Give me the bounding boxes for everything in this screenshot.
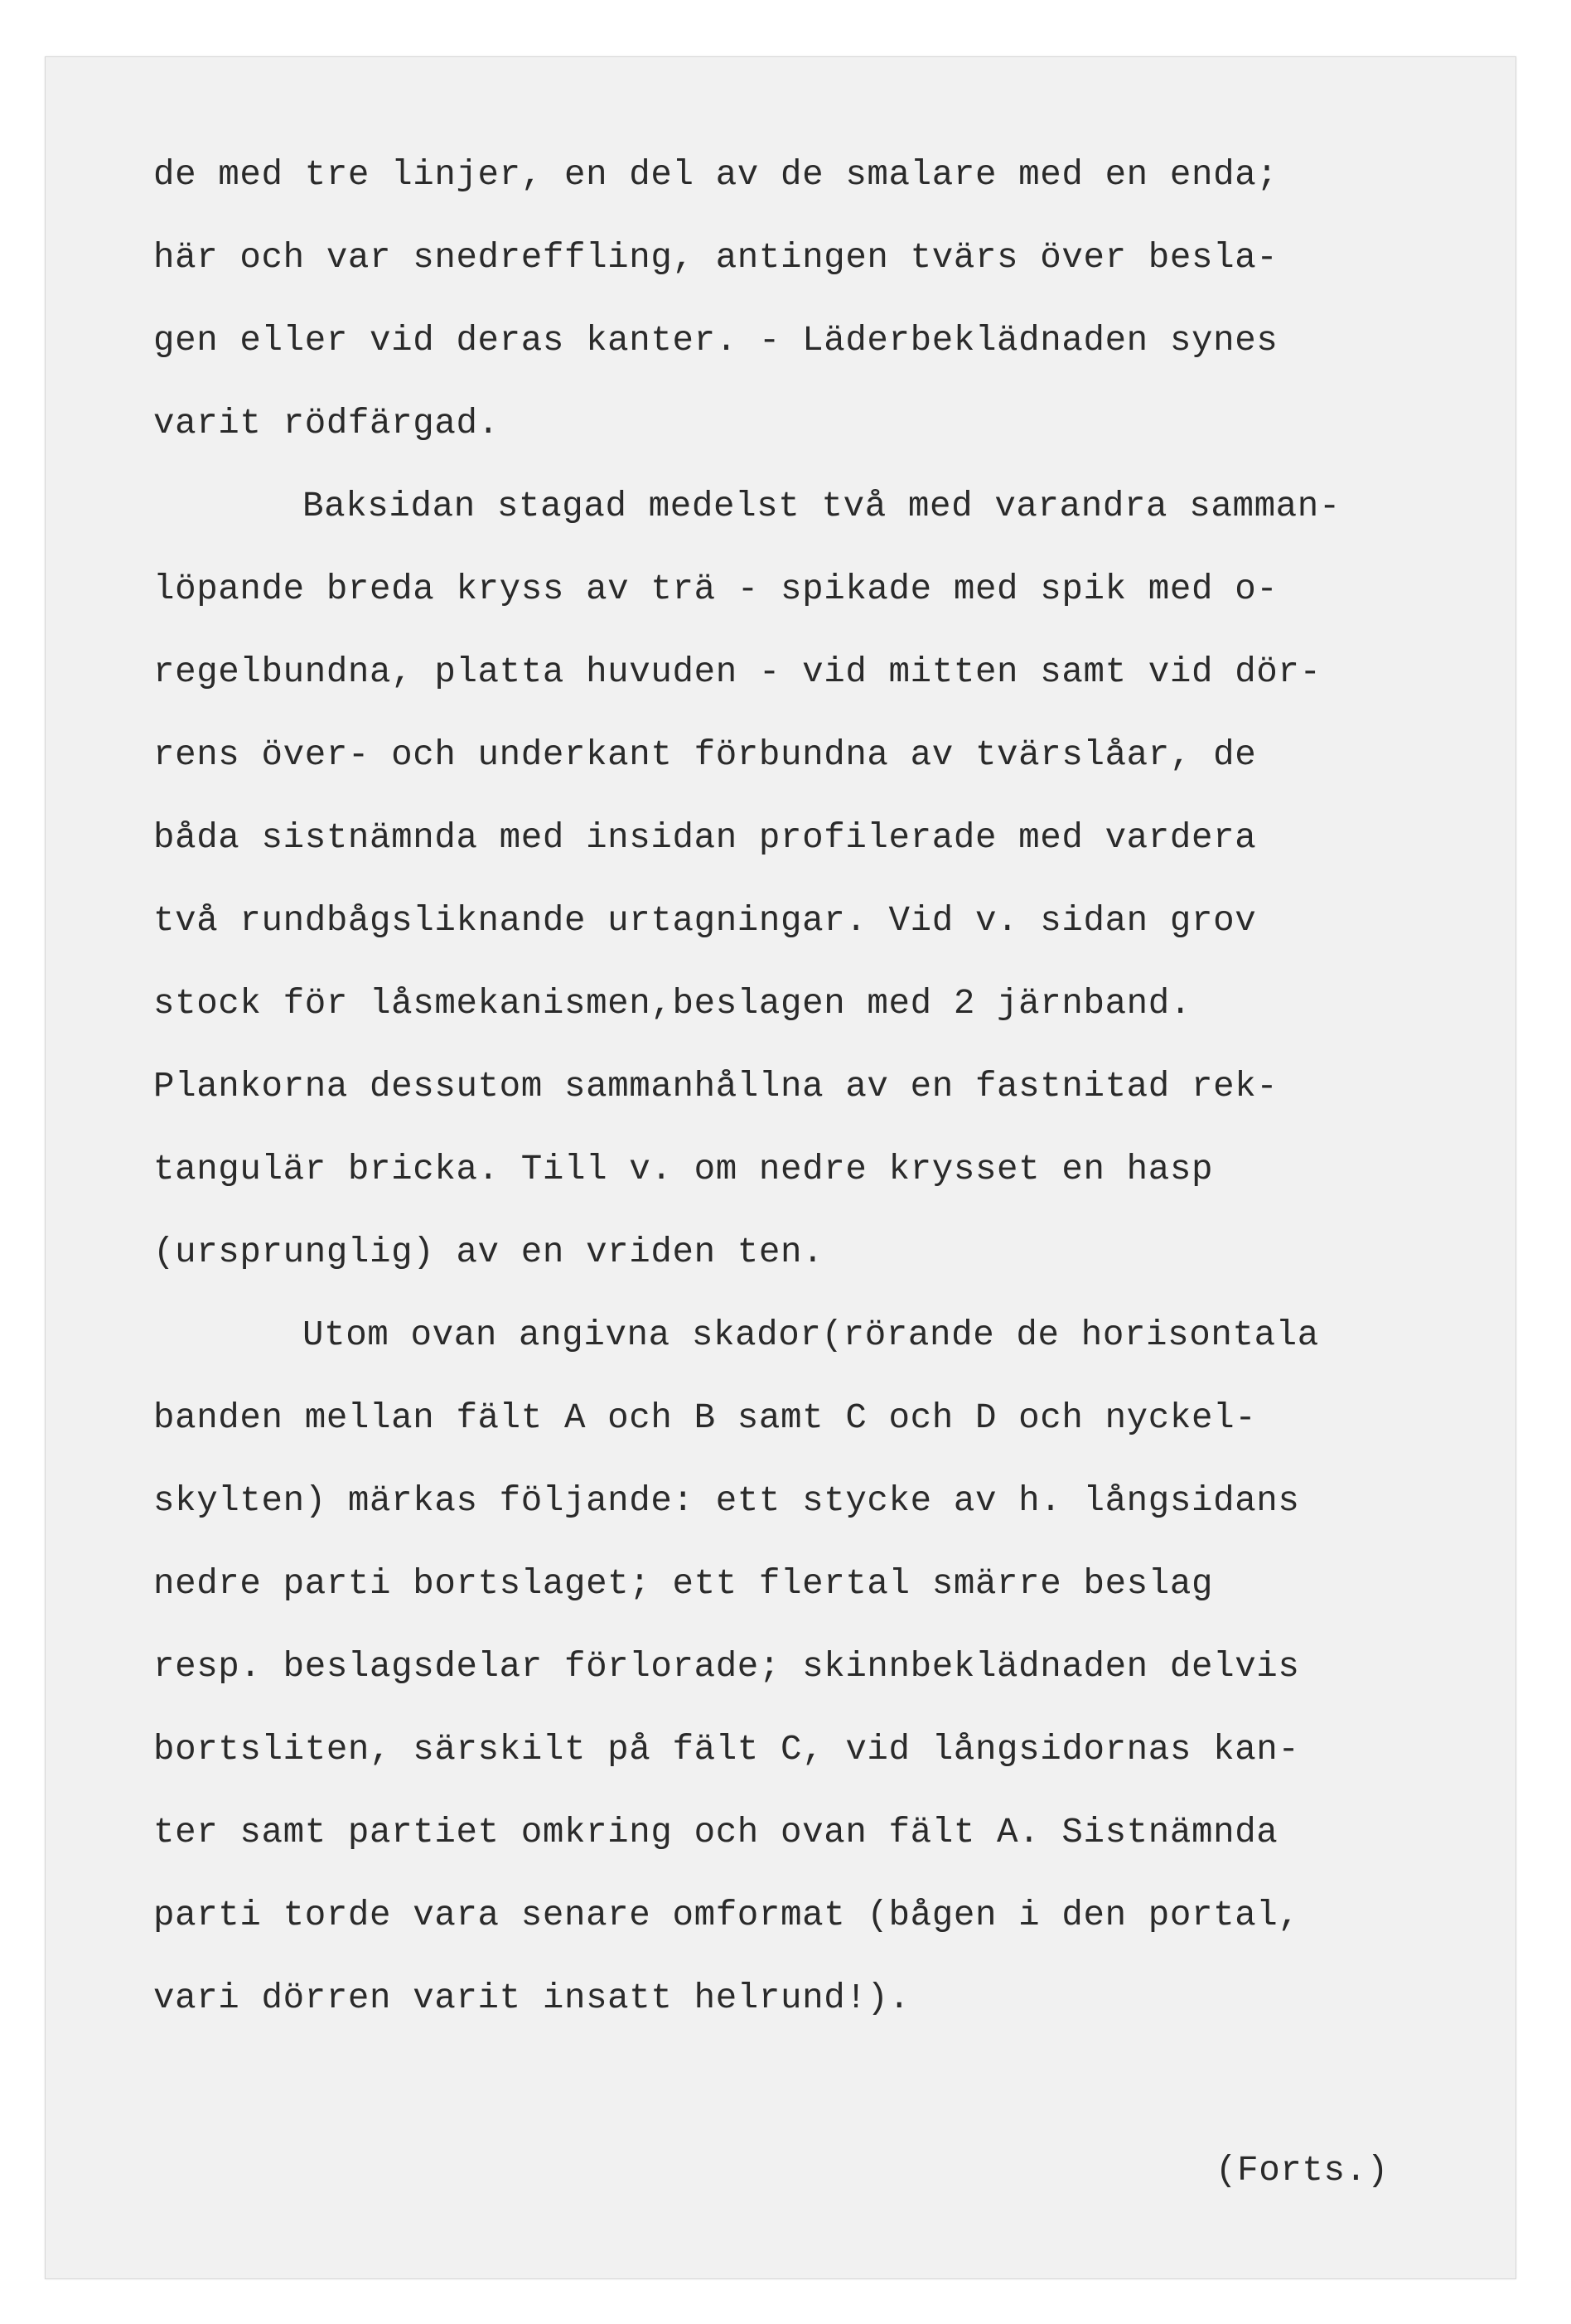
text-line: rens över- och underkant förbundna av tvärslåar, de: [153, 735, 1257, 775]
text-line: här och var snedreffling, antingen tvärs över besla-: [153, 238, 1279, 278]
text-line: banden mellan fält A och B samt C och D och nyckel-: [153, 1398, 1257, 1438]
text-line: resp. beslagsdelar förlorade; skinnbeklädnaden delvis: [153, 1647, 1300, 1687]
text-line: varit rödfärgad.: [153, 404, 500, 443]
typewritten-page: [45, 56, 1516, 2279]
text-line: vari dörren varit insatt helrund!).: [153, 1978, 911, 2018]
text-line: de med tre linjer, en del av de smalare med en enda;: [153, 155, 1279, 195]
paragraph-first-line: Baksidan stagad medelst två med varandra samman-: [302, 487, 1341, 526]
text-line: båda sistnämnda med insidan profilerade med vardera: [153, 818, 1257, 858]
text-line: skylten) märkas följande: ett stycke av h. långsidans: [153, 1481, 1300, 1521]
text-line: löpande breda kryss av trä - spikade med spik med o-: [153, 569, 1279, 609]
continuation-note: (Forts.): [1216, 2151, 1389, 2191]
text-line: parti torde vara senare omformat (bågen i den portal,: [153, 1896, 1300, 1935]
text-line: ter samt partiet omkring och ovan fält A. Sistnämnda: [153, 1813, 1279, 1852]
body-text: [153, 133, 1512, 2040]
text-line: regelbundna, platta huvuden - vid mitten samt vid dör-: [153, 652, 1322, 692]
text-line: två rundbågsliknande urtagningar. Vid v. sidan grov: [153, 901, 1257, 941]
text-line: nedre parti bortslaget; ett flertal smärre beslag: [153, 1564, 1214, 1604]
text-line: bortsliten, särskilt på fält C, vid långsidornas kan-: [153, 1730, 1300, 1770]
text-line: tangulär bricka. Till v. om nedre krysset en hasp: [153, 1150, 1214, 1189]
text-line: Plankorna dessutom sammanhållna av en fastnitad rek-: [153, 1067, 1279, 1106]
text-line: (ursprunglig) av en vriden ten.: [153, 1232, 824, 1272]
text-line: gen eller vid deras kanter. - Läderbeklädnaden synes: [153, 321, 1279, 361]
text-line: stock för låsmekanismen,beslagen med 2 järnband.: [153, 984, 1192, 1024]
paragraph-first-line: Utom ovan angivna skador(rörande de horisontala: [302, 1315, 1319, 1355]
